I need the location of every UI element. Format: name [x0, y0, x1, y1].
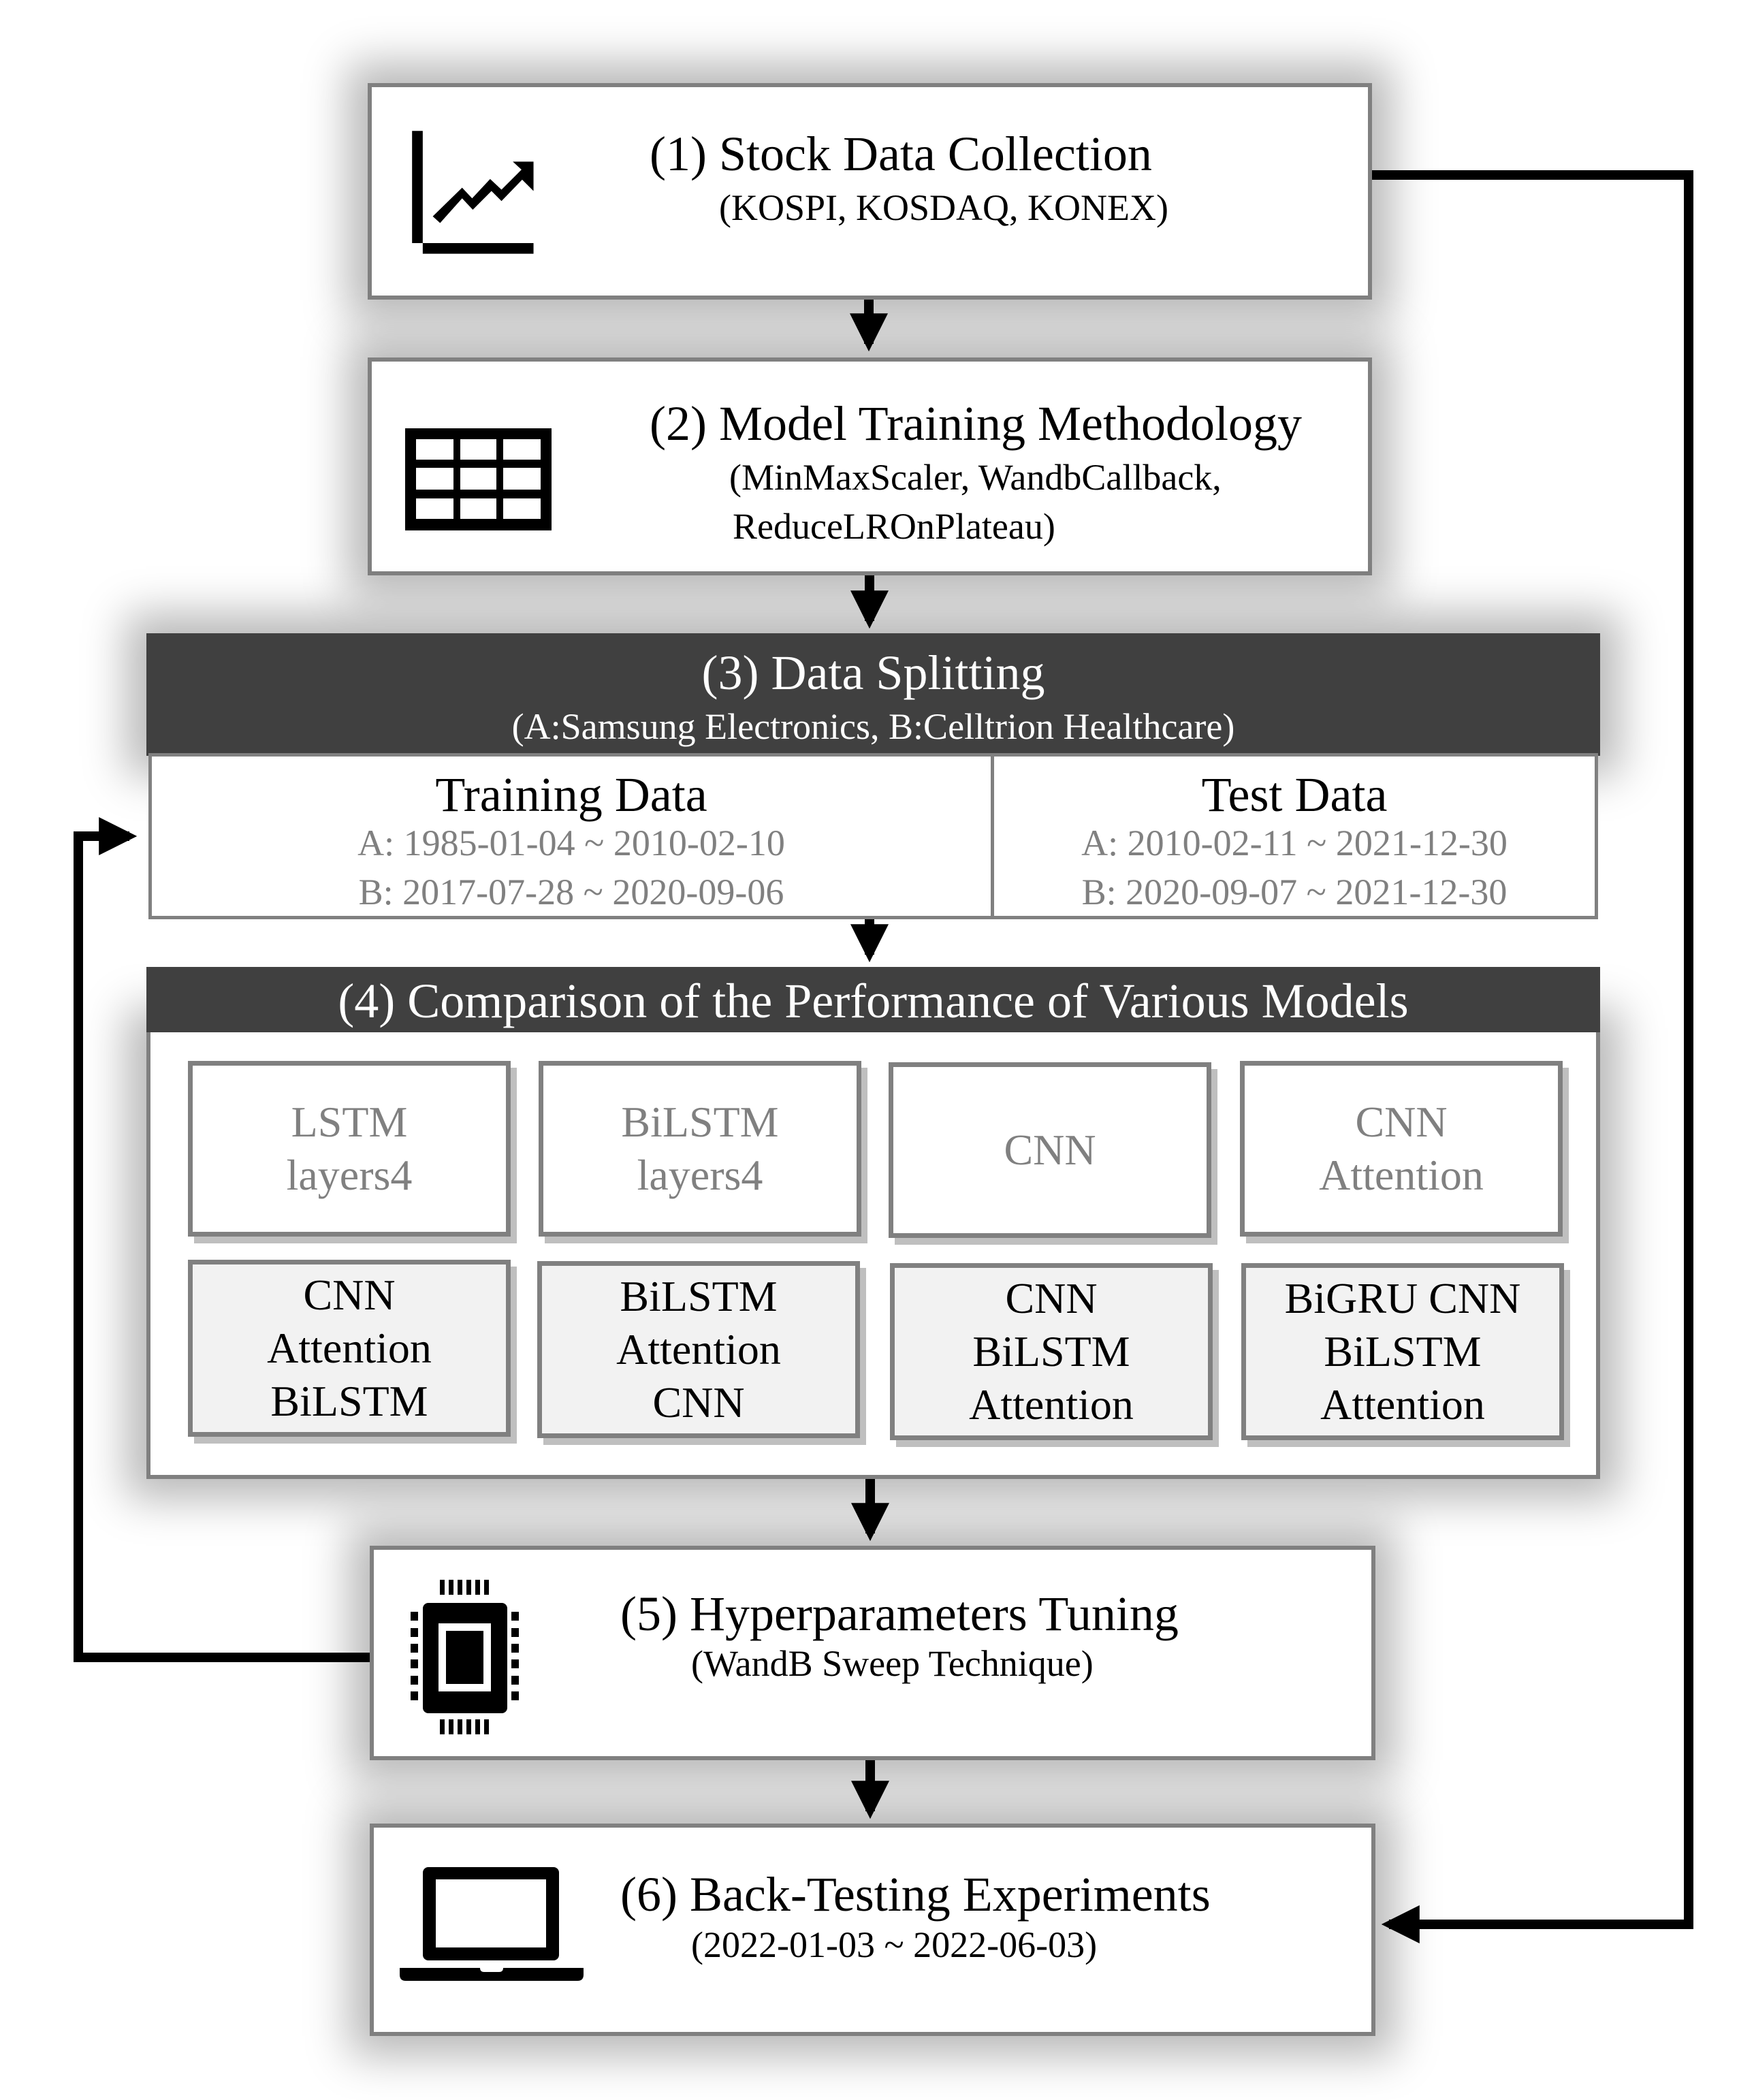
model-label: CNN [1005, 1273, 1098, 1322]
model-label: CNN [303, 1270, 396, 1319]
test-data-range-a: A: 2010-02-11 ~ 2021-12-30 [1081, 823, 1508, 863]
step-1-stock-data-collection [368, 83, 1372, 300]
model-label: CNN [652, 1378, 745, 1427]
model-label: LSTM [291, 1097, 408, 1146]
table-grid-icon [405, 428, 552, 530]
step-4-header [146, 967, 1600, 1032]
model-label: Attention [616, 1324, 781, 1373]
step-2-model-training-methodology [368, 357, 1372, 575]
model-cnn-bilstm-attention [890, 1263, 1213, 1440]
laptop-icon [400, 1867, 590, 1990]
model-cnn [889, 1062, 1211, 1238]
model-label: Attention [1319, 1151, 1484, 1199]
model-label: layers4 [286, 1151, 413, 1199]
training-data-label: Training Data [435, 767, 707, 822]
model-cnn-attention [1240, 1061, 1563, 1237]
step-2-subtitle-line2: ReduceLROnPlateau) [733, 506, 1055, 547]
model-label: BiLSTM [972, 1326, 1130, 1375]
cpu-chip-icon [409, 1580, 566, 1736]
model-bigru-cnn-bilstm-attention [1241, 1263, 1564, 1440]
step-2-subtitle-line1: (MinMaxScaler, WandbCallback, [729, 457, 1222, 498]
step-6-subtitle: (2022-01-03 ~ 2022-06-03) [691, 1924, 1098, 1965]
model-label: BiLSTM [620, 1271, 778, 1320]
model-cnn-attention-bilstm [188, 1260, 511, 1437]
training-data-range-b: B: 2017-07-28 ~ 2020-09-06 [358, 872, 784, 912]
test-data-label: Test Data [1201, 767, 1388, 822]
step-3-title: (3) Data Splitting [701, 646, 1045, 700]
test-data-range-b: B: 2020-09-07 ~ 2021-12-30 [1081, 872, 1508, 912]
step-5-title: (5) Hyperparameters Tuning [620, 1587, 1179, 1641]
model-label: Attention [969, 1380, 1134, 1429]
model-label: BiLSTM [621, 1097, 779, 1146]
step-6-back-testing-experiments [370, 1824, 1375, 2036]
step-5-hyperparameters-tuning [370, 1546, 1375, 1760]
step-5-subtitle: (WandB Sweep Technique) [691, 1643, 1094, 1684]
test-data-panel [991, 753, 1598, 919]
step-1-title: (1) Stock Data Collection [650, 127, 1152, 181]
step-3-header [146, 633, 1600, 756]
stock-chart-icon [409, 128, 545, 264]
training-data-panel [148, 753, 994, 919]
model-label: Attention [267, 1323, 432, 1372]
model-label: BiLSTM [270, 1377, 428, 1426]
model-label: BiGRU CNN [1284, 1273, 1521, 1322]
model-lstm-layers4 [188, 1061, 511, 1237]
step-4-title: (4) Comparison of the Performance of Various Models [338, 974, 1409, 1028]
step-3-subtitle: (A:Samsung Electronics, B:Celltrion Healthcare) [511, 706, 1235, 747]
model-bilstm-attention-cnn [537, 1261, 860, 1438]
training-data-range-a: A: 1985-01-04 ~ 2010-02-10 [357, 823, 785, 863]
step-6-title: (6) Back-Testing Experiments [620, 1867, 1211, 1922]
step-1-subtitle: (KOSPI, KOSDAQ, KONEX) [719, 187, 1168, 228]
model-label: BiLSTM [1324, 1326, 1482, 1375]
model-label: CNN [1004, 1125, 1096, 1174]
model-label: Attention [1320, 1380, 1485, 1429]
model-bilstm-layers4 [539, 1061, 861, 1237]
model-label: layers4 [637, 1151, 763, 1199]
model-label: CNN [1355, 1097, 1448, 1146]
step-2-title: (2) Model Training Methodology [650, 396, 1303, 451]
